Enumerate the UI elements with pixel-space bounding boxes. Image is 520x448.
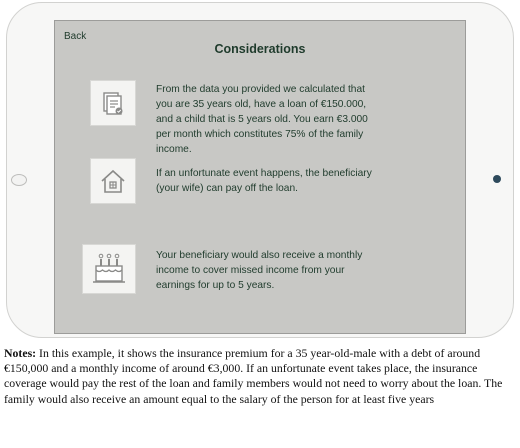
document-icon: [98, 88, 128, 118]
house-tile: [90, 158, 136, 204]
notes-text: In this example, it shows the insurance premium for a 35 year-old-male with a debt of around €150,000 and a monthly income of around €3,000. If an unfortunate event takes place, the insurance coverage would pay the rest of the loan and family members would not need to worry about the loan. The family would also receive an amount equal to the salary of the person for at least five years: [4, 346, 503, 406]
camera-icon: [11, 174, 27, 186]
back-button[interactable]: Back: [64, 31, 87, 42]
consideration-loan-payoff: If an unfortunate event happens, the beneficiary (your wife) can pay off the loan.: [156, 168, 372, 194]
house-icon: [97, 165, 129, 197]
page-title: Considerations: [214, 42, 306, 56]
consideration-monthly-income: Your beneficiary would also receive a monthly income to cover missed income from your earnings for up to 5 years.: [156, 250, 363, 291]
notes-caption: [4, 346, 516, 407]
home-button-icon[interactable]: [493, 175, 501, 183]
notes-label: Notes:: [4, 346, 37, 360]
cake-icon: [90, 252, 128, 286]
cake-tile: [82, 244, 136, 294]
document-tile: [90, 80, 136, 126]
consideration-age-loan: From the data you provided we calculated that you are 35 years old, have a loan of €150.000, and a child that is 5 years old. You earn €3.000 per month which constitutes 75% of the family income.: [156, 84, 368, 155]
